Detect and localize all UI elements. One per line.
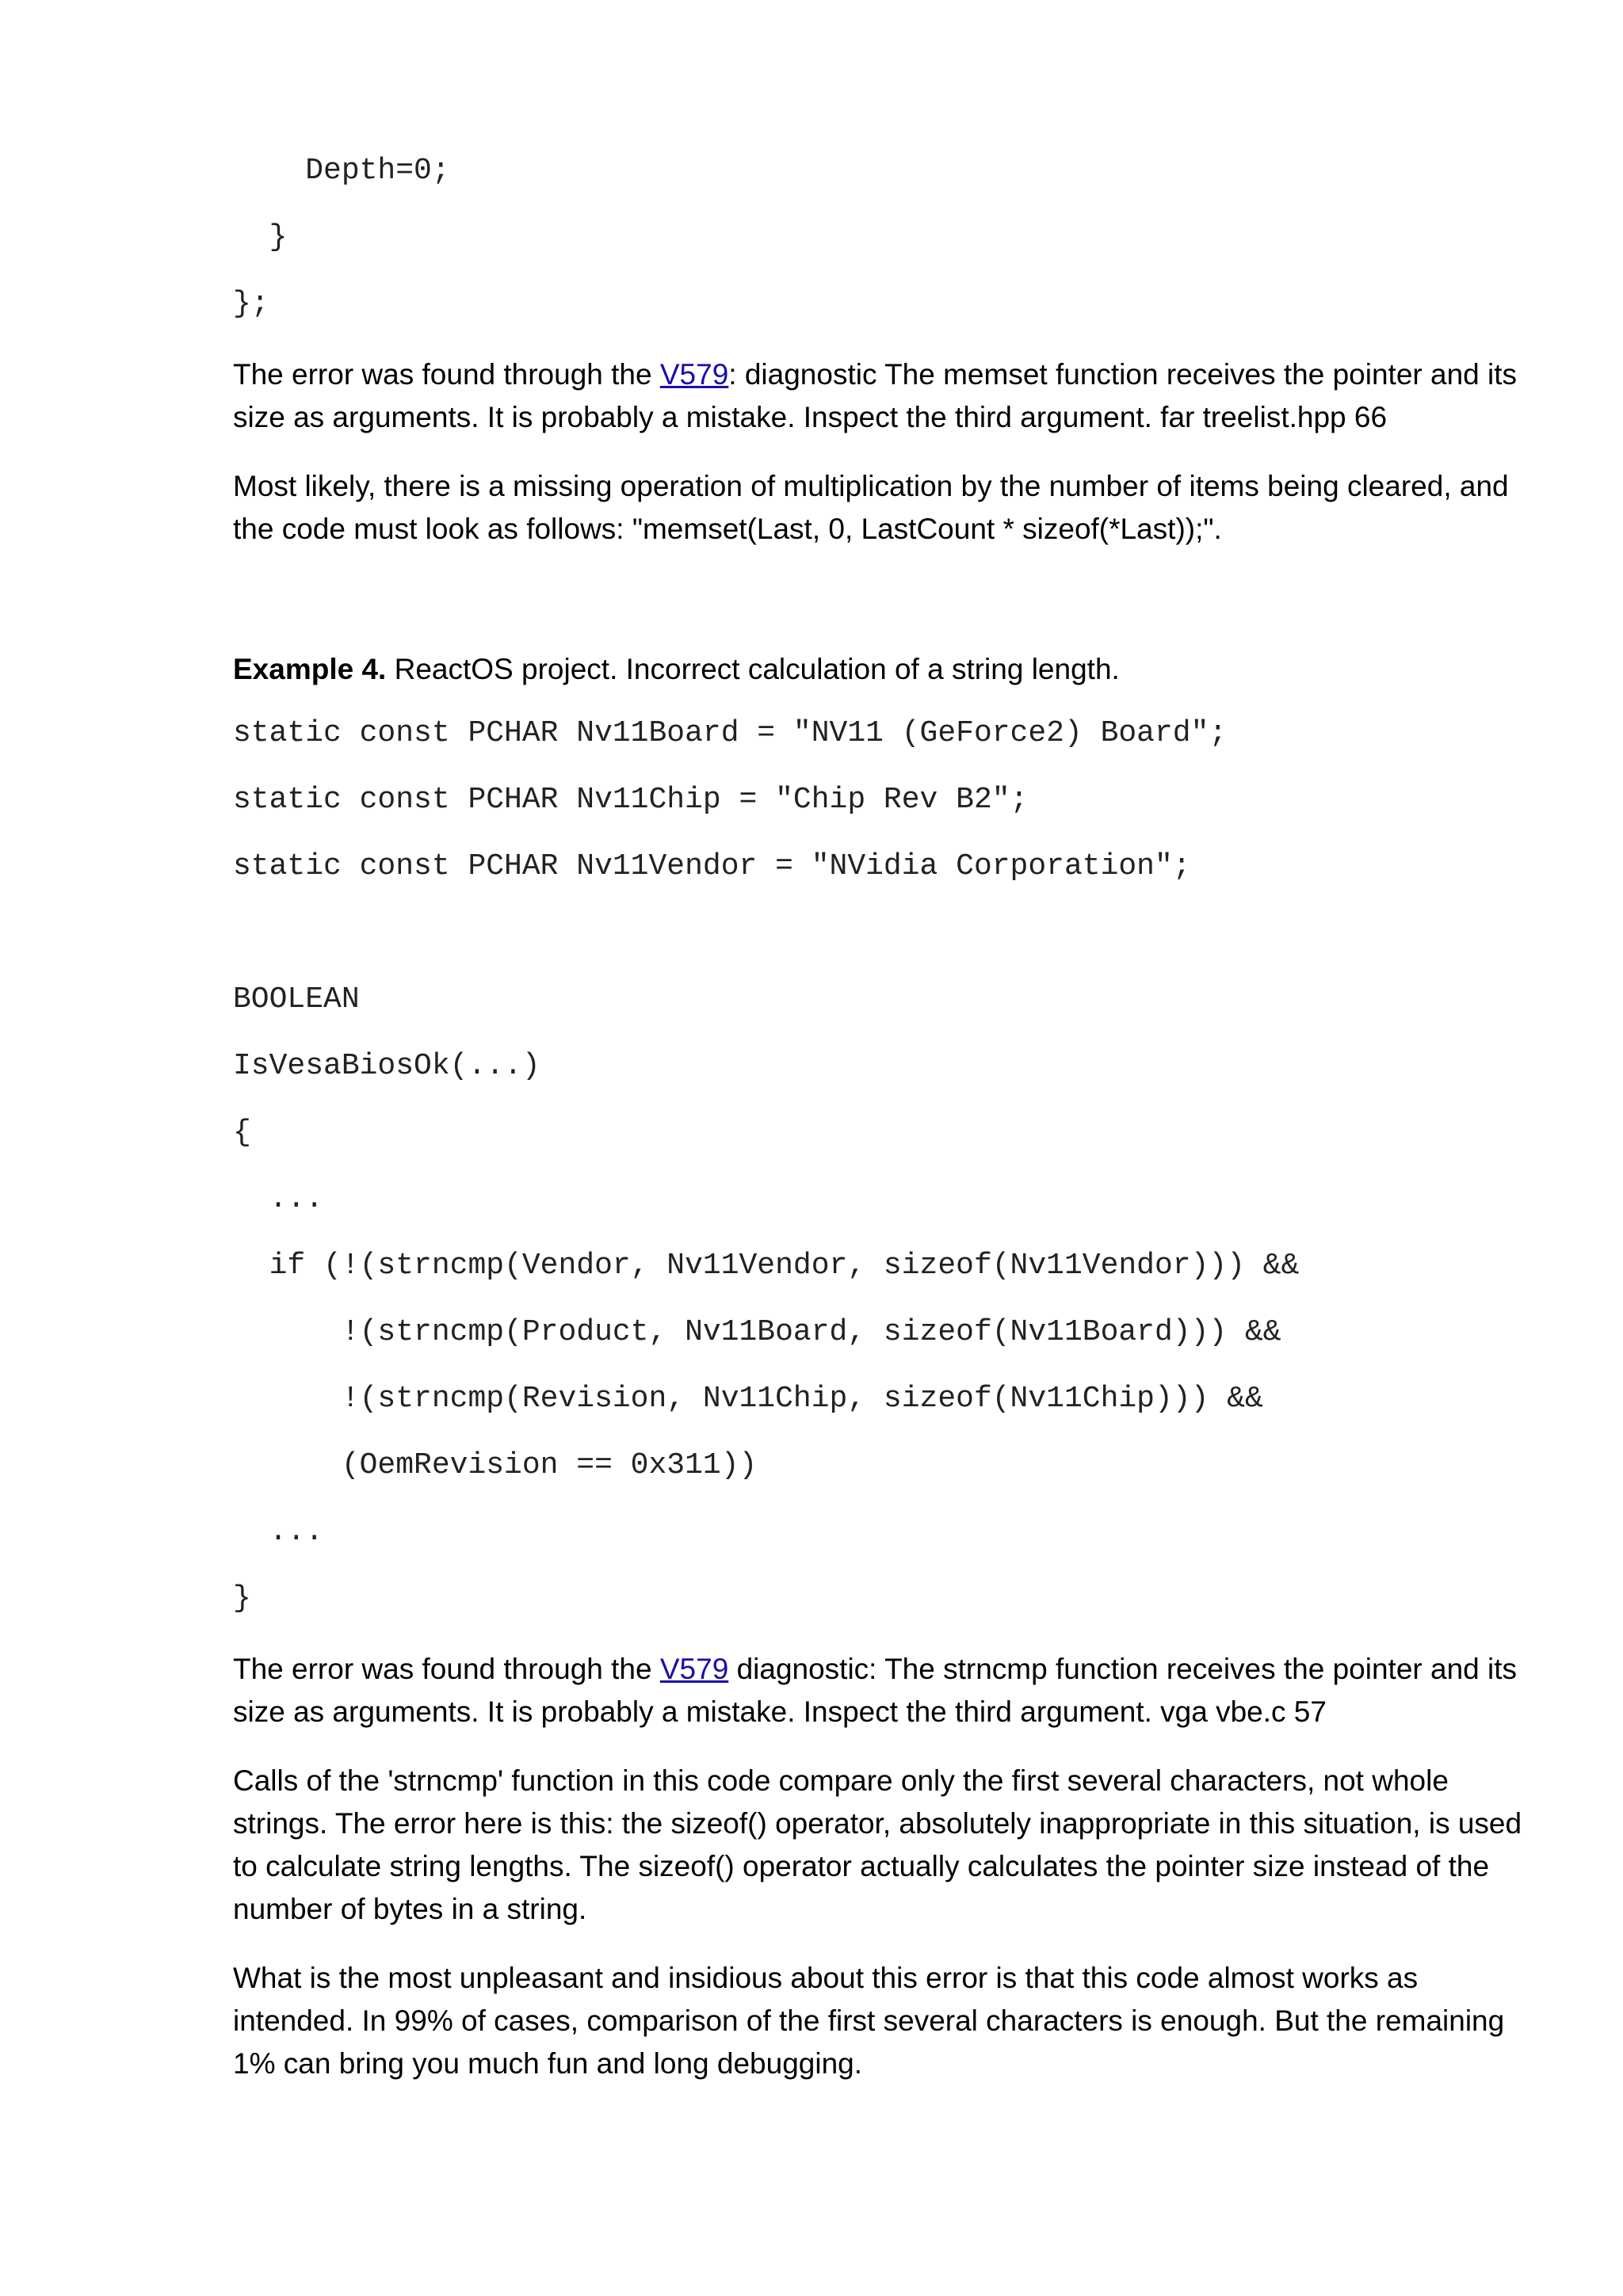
code-line: Depth=0;: [233, 154, 450, 188]
paragraph-v579-memset: [233, 353, 1533, 439]
code-line: };: [233, 287, 269, 321]
code-line: if (!(strncmp(Vendor, Nv11Vendor, sizeof(Nv11Vendor))) &&: [233, 1249, 1300, 1283]
paragraph-explanation: Most likely, there is a missing operation of multiplication by the number of items being cleared, and the code must look as follows: "memset(Last, 0, LastCount * sizeof(*Last));".: [233, 470, 1509, 545]
code-line: static const PCHAR Nv11Board = "NV11 (GeForce2) Board";: [233, 716, 1228, 750]
example-label: Example 4.: [233, 653, 387, 685]
paragraph-conclusion: What is the most unpleasant and insidious about this error is that this code almost works as intended. In 99% of cases, comparison of the first several characters is enough. But the remaining 1% can bring you much fun and long debugging.: [233, 1962, 1505, 2080]
code-line: {: [233, 1116, 251, 1150]
example-heading: [233, 648, 1533, 691]
code-line: ...: [233, 1182, 324, 1216]
v579-link[interactable]: V579: [659, 358, 729, 391]
v579-link[interactable]: V579: [659, 1653, 729, 1685]
code-line: }: [233, 1581, 251, 1615]
code-line: ...: [233, 1515, 324, 1549]
example-description: ReactOS project. Incorrect calculation of a string length.: [386, 653, 1120, 685]
paragraph-text: The error was found through the: [233, 1653, 660, 1685]
code-line: (OemRevision == 0x311)): [233, 1448, 758, 1482]
code-line: !(strncmp(Revision, Nv11Chip, sizeof(Nv11Chip))) &&: [233, 1382, 1263, 1416]
code-line: static const PCHAR Nv11Chip = "Chip Rev B2";: [233, 783, 1029, 817]
paragraph-strncmp-explanation: Calls of the 'strncmp' function in this code compare only the first several characters, not whole strings. The error here is this: the sizeof() operator, absolutely inappropriate in this situation, is used to calculate string lengths. The sizeof() operator actually calculates the pointer size instead of the number of bytes in a string.: [233, 1764, 1522, 1925]
code-line: !(strncmp(Product, Nv11Board, sizeof(Nv11Board))) &&: [233, 1315, 1281, 1349]
code-line: }: [233, 220, 288, 254]
paragraph-v579-strncmp: [233, 1648, 1533, 1733]
paragraph-text: The error was found through the: [233, 358, 660, 391]
code-line: BOOLEAN: [233, 982, 360, 1016]
code-line: IsVesaBiosOk(...): [233, 1049, 540, 1083]
code-line: static const PCHAR Nv11Vendor = "NVidia Corporation";: [233, 849, 1191, 883]
paragraph-text: diagnostic: The strncmp function receives the pointer and its size as arguments. It is probably a mistake. Inspect the third argument. vga vbe.c 57: [233, 1653, 1518, 1728]
paragraph-text: : diagnostic The memset function receives the pointer and its size as arguments. It is probably a mistake. Inspect the third argument. far treelist.hpp 66: [233, 358, 1518, 433]
